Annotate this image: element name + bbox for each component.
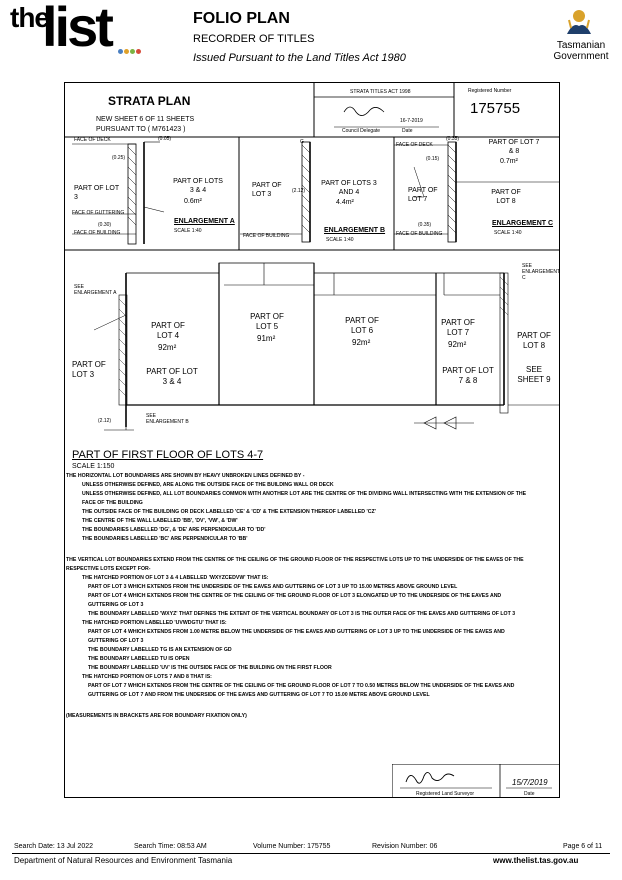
enl-c-lot7: PART OF LOT 7 [408,187,438,203]
act-reference: Issued Pursuant to the Land Titles Act 1980 [193,52,406,64]
note-line: PART OF LOT 4 WHICH EXTENDS FROM 1.00 METRE BELOW THE UNDERSIDE OF THE EAVES AND GUTTERING OF LOT 3 UP TO THE UNDERSIDE OF THE EAVES AND [88,629,505,635]
dim-030-a: (0.30) [98,222,112,228]
logo-dot [136,49,141,54]
note-line: GUTTERING OF LOT 3 [88,638,144,644]
lot78-label: PART OF LOT 7 & 8 [442,366,494,385]
lot4-area: 92m² [158,343,177,352]
act-box-label: STRATA TITLES ACT 1998 [350,89,411,95]
surveyor-signature [406,772,454,783]
gov-line-2: Government [553,51,609,62]
government-logo-text [548,40,614,62]
note-line: THE CENTRE OF THE WALL LABELLED 'BB', 'DV', 'VW', & 'DW' [82,518,238,524]
pursuant-label: PURSUANT TO ( M761423 ) [96,126,186,133]
face-deck-a: FACE OF DECK [74,137,111,143]
note-line: THE OUTSIDE FACE OF THE BUILDING OR DECK LABELLED 'CE' & 'CD' & THE EXTENSION THEREOF LABELLED 'CZ' [82,509,376,515]
note-line: GUTTERING OF LOT 3 [88,602,144,608]
note-line: THE HATCHED PORTION OF LOT 3 & 4 LABELLED 'WXYZCEDVW' THAT IS: [82,575,269,581]
note-line: RESPECTIVE LOTS EXCEPT FOR- [66,566,151,572]
lot7-label: PART OF LOT 7 [441,318,475,337]
council-date: 16-7-2019 [400,118,423,124]
sheet-label: NEW SHEET 6 OF 11 SHEETS [96,116,195,123]
lot34-label: PART OF LOT 3 & 4 [146,367,198,386]
floor-plan-drawing [64,255,560,460]
note-line: PART OF LOT 3 WHICH EXTENDS FROM THE UNDERSIDE OF THE EAVES AND GUTTERING OF LOT 3 UP TO 15.00 METRES ABOVE GROUND LEVEL [88,584,458,590]
lot6-area: 92m² [352,338,371,347]
note-line: PART OF LOT 4 WHICH EXTENDS FROM THE CENTRE OF THE CEILING OF THE GROUND FLOOR OF LOT 3 ELONGATED UP TO THE UNDERSIDE OF THE EAVES AND [88,593,502,599]
logo-dot [118,49,123,54]
lot5-area: 91m² [257,334,276,343]
note-line: THE HATCHED PORTION LABELLED 'UVWDGTU' THAT IS: [82,620,227,626]
face-deck-c: FACE OF DECK [396,142,433,148]
lot8-label: PART OF LOT 8 [517,331,551,350]
gov-line-1: Tasmanian [556,40,606,51]
logo-dots [118,49,141,54]
note-spacer [66,543,556,557]
search-time: Search Time: 08:53 AM [134,843,207,850]
floor-title: PART OF FIRST FLOOR OF LOTS 4-7 [72,449,264,461]
enl-b-lots34: PART OF LOTS 3 AND 4 [321,180,377,196]
note-line: GUTTERING OF LOT 7 AND FROM THE UNDERSIDE OF THE EAVES AND GUTTERING OF LOT 7 TO 15.00 METRE ABOVE GROUND LEVEL [88,692,430,698]
footer-divider [12,853,610,854]
registered-label: Registered Number [468,88,512,94]
see-enlargement-c: SEE ENLARGEMENT C [522,263,560,281]
enl-a-lots34: PART OF LOTS 3 & 4 [173,178,223,194]
lot7-area: 92m² [448,340,467,349]
surveyor-label: Registered Land Surveyor [416,791,475,797]
lot4-label: PART OF LOT 4 [151,321,185,340]
note-line: PART OF LOT 7 WHICH EXTENDS FROM THE CENTRE OF THE CEILING OF THE GROUND FLOOR OF LOT 7 TO 0.50 METRES BELOW THE UNDERSIDE OF THE EAVES AND [88,683,515,689]
surveyor-date-label: Date [524,791,535,797]
note-line: THE BOUNDARY LABELLED TG IS AN EXTENSION OF GD [88,647,232,653]
enlargement-b-scale: SCALE 1:40 [326,237,354,243]
note-line: THE BOUNDARY LABELLED 'UV' IS THE OUTSIDE FACE OF THE BUILDING ON THE FIRST FLOOR [88,665,332,671]
enl-b-corner: G [300,139,304,145]
note-line: (MEASUREMENTS IN BRACKETS ARE FOR BOUNDARY FIXATION ONLY) [66,713,247,719]
note-line: UNLESS OTHERWISE DEFINED, ARE ALONG THE OUTSIDE FACE OF THE BUILDING WALL OR DECK [82,482,334,488]
volume-number: Volume Number: 175755 [253,843,331,850]
council-label: Council Delegate [342,128,381,134]
website-link[interactable]: www.thelist.tas.gov.au [493,856,579,865]
lot5-label: PART OF LOT 5 [250,312,284,331]
dim-035-c2: (0.35) [418,222,432,228]
surveyor-date: 15/7/2019 [512,778,548,787]
face-building-a: FACE OF BUILDING [74,230,121,236]
enl-c-lot8: PART OF LOT 8 [491,189,521,205]
see-enlargement-b: SEE ENLARGEMENT B [146,413,189,425]
enl-a-area: 0.6m² [184,198,202,205]
page-subtitle: RECORDER OF TITLES [193,33,315,45]
enlargement-c-scale: SCALE 1:40 [494,230,522,236]
enl-a-lot3: PART OF LOT 3 [74,185,119,201]
search-date: Search Date: 13 Jul 2022 [14,843,93,850]
enl-c-area: 0.7m² [500,158,518,165]
main-dim-212: (2.12) [98,418,112,424]
council-signature [344,107,384,116]
enl-b-area: 4.4m² [336,199,354,206]
note-line: UNLESS OTHERWISE DEFINED, ALL LOT BOUNDARIES COMMON WITH ANOTHER LOT ARE THE CENTRE OF THE DIVIDING WALL INTERSECTING WITH THE EXTENSION OF THE [82,491,527,497]
lot3-label: PART OF LOT 3 [72,360,106,379]
note-line: THE BOUNDARIES LABELLED 'DG', & 'DE' ARE PERPENDICULAR TO 'DD' [82,527,266,533]
page-number: Page 6 of 11 [563,843,603,850]
note-line: THE BOUNDARY LABELLED TU IS OPEN [88,656,190,662]
face-building-c: FACE OF BUILDING [396,231,443,237]
enlargement-a-title: ENLARGEMENT A [174,218,235,225]
plan-heading: STRATA PLAN [108,94,191,108]
note-line: THE VERTICAL LOT BOUNDARIES EXTEND FROM THE CENTRE OF THE CEILING OF THE GROUND FLOOR OF THE RESPECTIVE LOTS UP TO THE UNDERSIDE OF THE EAVES OF THE [66,557,524,563]
date-label: Date [402,128,413,134]
registered-number: 175755 [470,100,521,117]
note-line: THE BOUNDARIES LABELLED 'BC' ARE PERPENDICULAR TO 'BB' [82,536,248,542]
face-building-b: FACE OF BUILDING [243,233,290,239]
lot6-label: PART OF LOT 6 [345,316,379,335]
revision-number: Revision Number: 06 [372,843,438,850]
tasmania-crest-icon [563,8,595,38]
note-line: THE BOUNDARY LABELLED 'WXYZ' THAT DEFINES THE EXTENT OF THE VERTICAL BOUNDARY OF LOT 3 IS THE OUTER FACE OF THE EAVES AND GUTTERING OF LOT 3 [88,611,516,617]
dim-035-c: (0.35) [446,136,460,142]
plan-notes [66,473,556,720]
dim-005-a: (0.05) [158,136,172,142]
logo-the: the [10,2,49,33]
note-line: THE HATCHED PORTION OF LOTS 7 AND 8 THAT IS: [82,674,212,680]
department-name: Department of Natural Resources and Environment Tasmania [14,856,233,865]
face-guttering-a: FACE OF GUTTERING [72,210,125,216]
plan-scale: SCALE 1:150 [72,463,115,470]
page-title: FOLIO PLAN [193,10,290,27]
enlargement-c-title: ENLARGEMENT C [492,220,554,227]
see-sheet-9: SEE SHEET 9 [517,365,551,384]
logo-dot [130,49,135,54]
dim-015-c: (0.15) [426,156,440,162]
note-spacer [66,699,556,713]
see-enlargement-a: SEE ENLARGEMENT A [74,284,117,296]
enlargement-b-title: ENLARGEMENT B [324,227,386,234]
note-line: FACE OF THE BUILDING [82,500,143,506]
enl-c-lot78: PART OF LOT 7 & 8 [488,139,540,155]
logo-list: list [42,0,111,58]
dim-212-b: (2.12) [292,188,306,194]
logo-dot [124,49,129,54]
enlargement-a-scale: SCALE 1:40 [174,228,202,234]
enl-b-lot3: PART OF LOT 3 [252,182,282,198]
dim-025-a: (0.25) [112,155,126,161]
note-line: THE HORIZONTAL LOT BOUNDARIES ARE SHOWN BY HEAVY UNBROKEN LINES DEFINED BY - [66,473,305,479]
